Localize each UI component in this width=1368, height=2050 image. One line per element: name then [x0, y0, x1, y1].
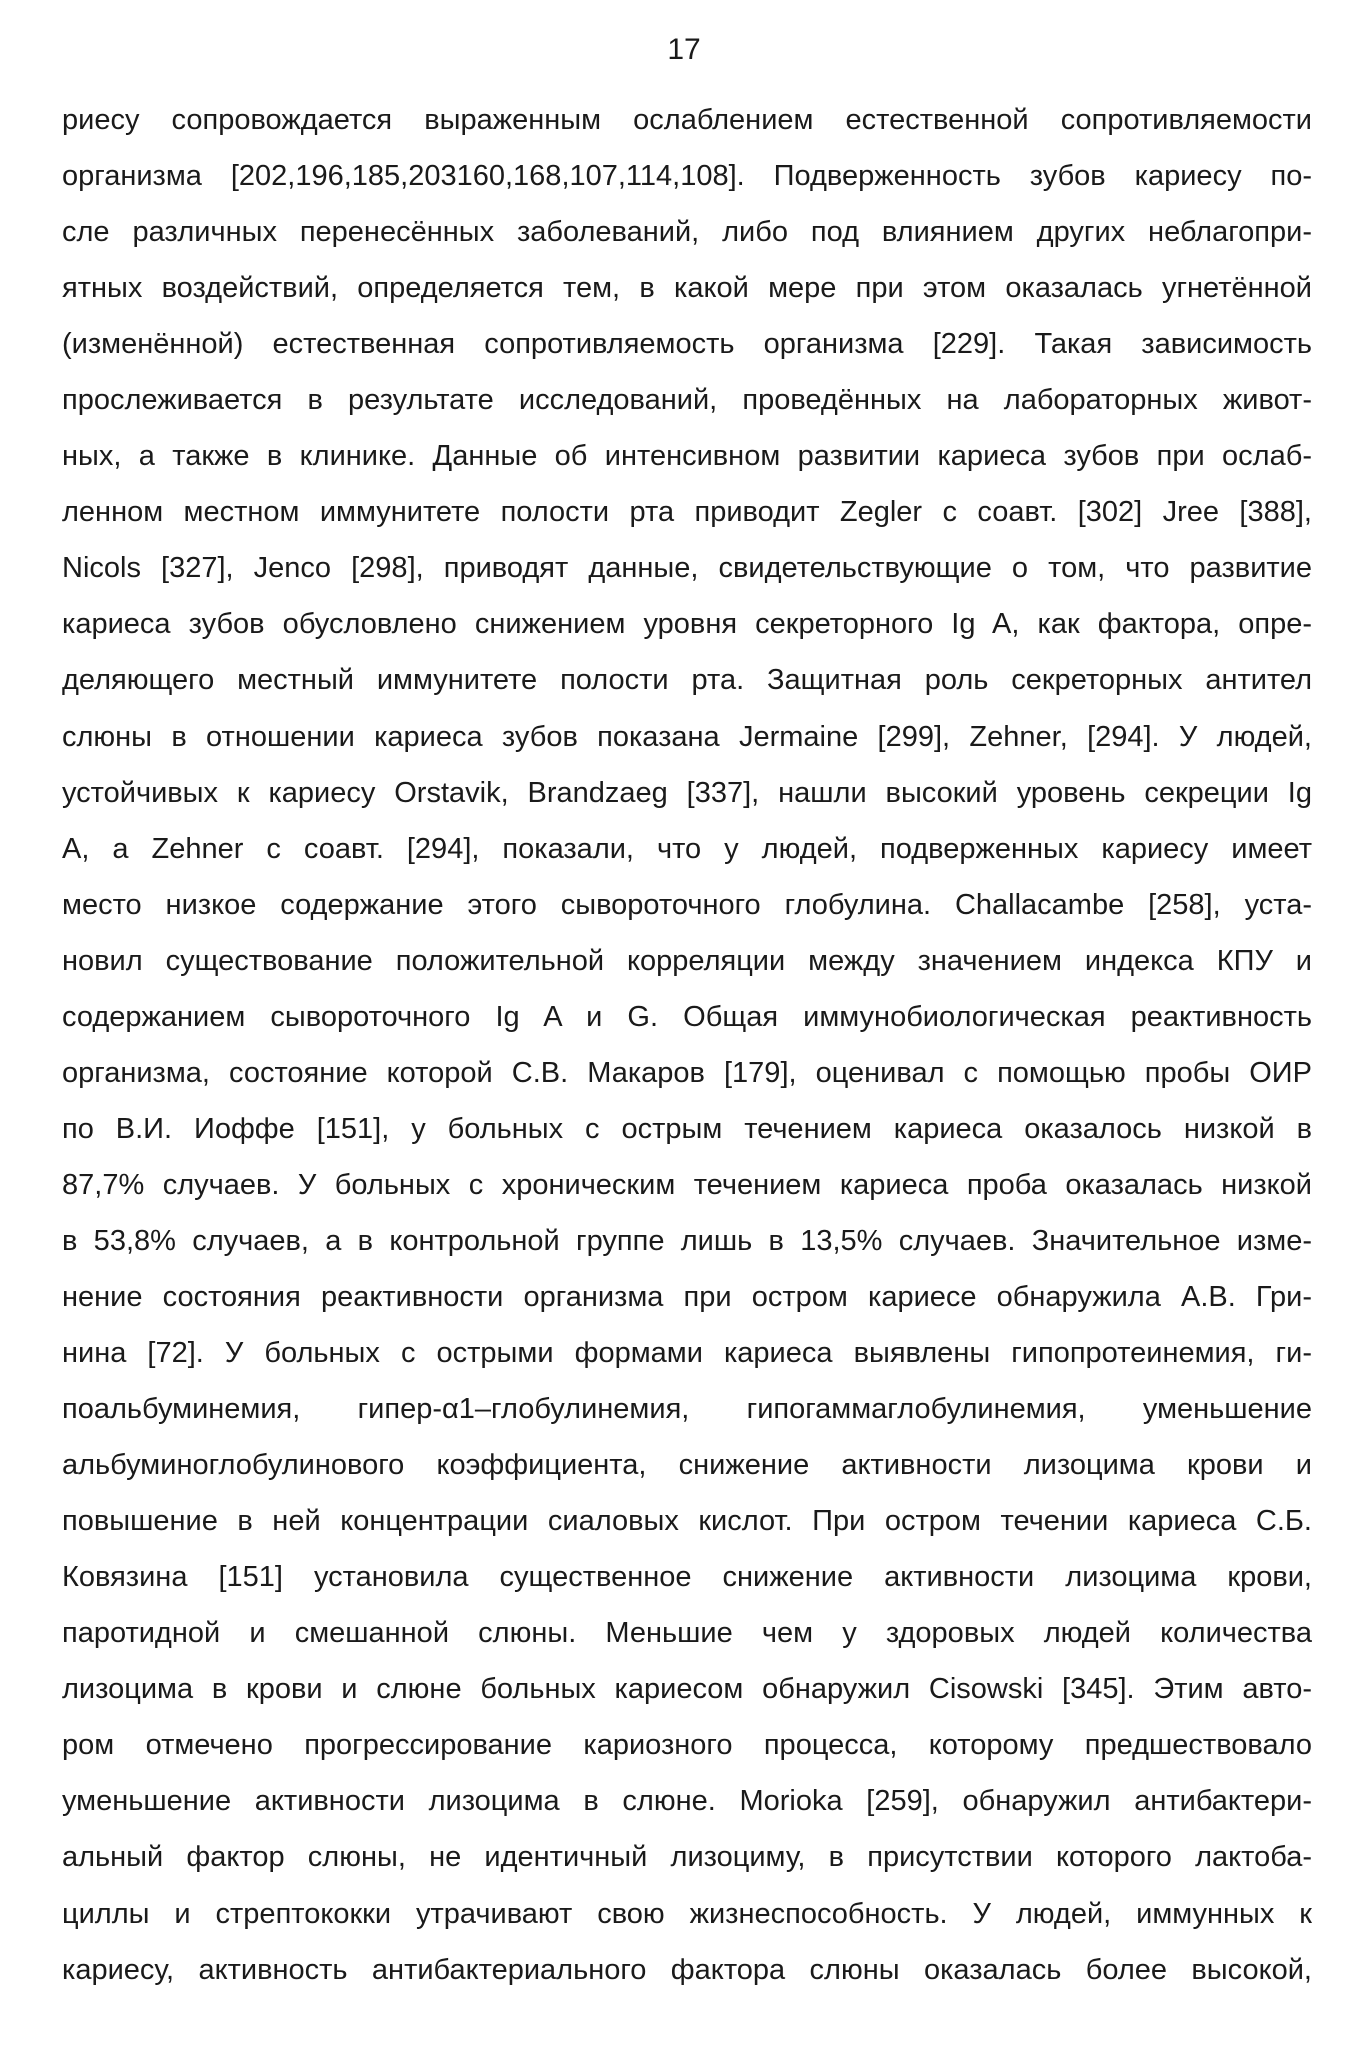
text-line: Ковязина [151] установила существенное снижение активности лизоцима крови,	[62, 1561, 1312, 1594]
text-line: альбуминоглобулинового коэффициента, снижение активности лизоцима крови и	[62, 1449, 1312, 1482]
text-line: альный фактор слюны, не идентичный лизоциму, в присутствии которого лактоба-	[62, 1841, 1312, 1874]
text-line: по В.И. Иоффе [151], у больных с острым течением кариеса оказалось низкой в	[62, 1112, 1312, 1145]
text-line: риесу сопровождается выраженным ослаблением естественной сопротивляемости	[62, 104, 1312, 136]
text-line: нение состояния реактивности организма при остром кариесе обнаружила А.В. Гри-	[62, 1280, 1312, 1313]
text-line: повышение в ней концентрации сиаловых кислот. При остром течении кариеса С.Б.	[62, 1505, 1312, 1538]
text-line: место низкое содержание этого сывороточного глобулина. Challacambe [258], уста-	[62, 888, 1312, 921]
text-line: слюны в отношении кариеса зубов показана Jermaine [299], Zehner, [294]. У людей,	[62, 720, 1312, 753]
text-line: деляющего местный иммунитете полости рта. Защитная роль секреторных антител	[62, 664, 1312, 697]
text-line: уменьшение активности лизоцима в слюне. Morioka [259], обнаружил антибактери-	[62, 1785, 1312, 1818]
text-line: нина [72]. У больных с острыми формами кариеса выявлены гипопротеинемия, ги-	[62, 1337, 1312, 1370]
text-line: 87,7% случаев. У больных с хроническим течением кариеса проба оказалась низкой	[62, 1168, 1312, 1201]
text-line: A, а Zehner с соавт. [294], показали, что у людей, подверженных кариесу имеет	[62, 832, 1312, 865]
text-line: циллы и стрептококки утрачивают свою жизнеспособность. У людей, иммунных к	[62, 1897, 1312, 1930]
text-line: ятных воздействий, определяется тем, в какой мере при этом оказалась угнетённой	[62, 272, 1312, 305]
text-line: Nicols [327], Jenco [298], приводят данные, свидетельствующие о том, что развитие	[62, 552, 1312, 585]
text-line: ленном местном иммунитете полости рта приводит Zegler с соавт. [302] Jree [388],	[62, 496, 1312, 529]
text-line: прослеживается в результате исследований, проведённых на лабораторных живот-	[62, 384, 1312, 417]
text-line: ром отмечено прогрессирование кариозного процесса, которому предшествовало	[62, 1729, 1312, 1762]
text-line: организма [202,196,185,203160,168,107,114,108]. Подверженность зубов кариесу по-	[62, 160, 1312, 193]
text-line: кариеса зубов обусловлено снижением уровня секреторного Ig A, как фактора, опре-	[62, 608, 1312, 641]
text-line: новил существование положительной корреляции между значением индекса КПУ и	[62, 944, 1312, 977]
body-text	[62, 92, 1312, 1998]
text-line: лизоцима в крови и слюне больных кариесом обнаружил Cisowski [345]. Этим авто-	[62, 1673, 1312, 1706]
text-line: содержанием сывороточного Ig A и G. Общая иммунобиологическая реактивность	[62, 1000, 1312, 1033]
text-line: паротидной и смешанной слюны. Меньшие чем у здоровых людей количества	[62, 1617, 1312, 1650]
text-line: ных, а также в клинике. Данные об интенсивном развитии кариеса зубов при ослаб-	[62, 440, 1312, 473]
text-line: организма, состояние которой С.В. Макаров [179], оценивал с помощью пробы ОИР	[62, 1056, 1312, 1089]
text-line: в 53,8% случаев, а в контрольной группе лишь в 13,5% случаев. Значительное изме-	[62, 1224, 1312, 1257]
text-line: сле различных перенесённых заболеваний, либо под влиянием других неблагопри-	[62, 216, 1312, 249]
text-line: устойчивых к кариесу Orstavik, Brandzaeg [337], нашли высокий уровень секреции Ig	[62, 776, 1312, 809]
page-number: 17	[667, 33, 701, 66]
text-line: (изменённой) естественная сопротивляемость организма [229]. Такая зависимость	[62, 328, 1312, 361]
text-line: кариесу, активность антибактериального фактора слюны оказалась более высокой,	[62, 1953, 1312, 1986]
text-line: поальбуминемия, гипер-α1–глобулинемия, гипогаммаглобулинемия, уменьшение	[62, 1393, 1312, 1426]
